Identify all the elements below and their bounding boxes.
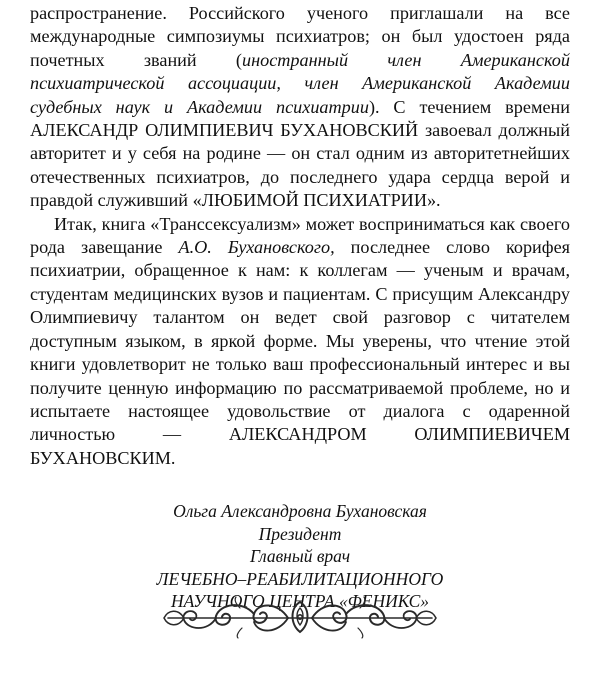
text-run: иностранный член Американской психиатрической ассоциации, член Американской Академии судебных наук и Академии психиатрии (30, 49, 570, 117)
text-run: Итак, книга «Транссексуализм» может восприниматься как своего рода завещание (30, 213, 570, 258)
signature-title-president: Президент (258, 523, 342, 544)
signature-name: Ольга Александровна Бухановская (173, 501, 427, 522)
text-run: распространение. Российского ученого приглашали на все международные симпозиумы психиатров; он был удостоен ряда почетных званий ( (30, 3, 570, 70)
text-run: ). С течением времени АЛЕКСАНДР ОЛИМПИЕВИЧ БУХАНОВСКИЙ завоевал должный авторитет и у себя на родине — он стал одним из авторитетнейших отечественных психиатров, до последнего удара сердца верой и правдой служивший «ЛЮБИМОЙ ПСИХИАТРИИ». (30, 96, 570, 211)
signature-organization-line-1: ЛЕЧЕБНО–РЕАБИЛИТАЦИОННОГО (156, 568, 444, 589)
text-run: А.О. Бухановского, (178, 237, 335, 258)
signature-organization-line-2: НАУЧНОГО ЦЕНТРА «ФЕНИКС» (171, 591, 429, 612)
page-content (30, 2, 570, 613)
text-run: последнее слово корифея психиатрии, обращенное к нам: к коллегам — ученым и врачам, студентам медицинских вузов и пациентам. С присущим Александру Олимпиевичу талантом он ведет свой разговор с читателем доступным языком, в яркой форме. Мы уверены, что чтение этой книги удовлетворит не только ваш профессиональный интерес и вы получите ценную информацию по рассматриваемой проблеме, но и испытаете настоящее удовольствие от диалога с одаренной личностью — АЛЕКСАНДРОМ ОЛИМПИЕВИЧЕМ БУХАНОВСКИМ. (30, 237, 571, 468)
paragraph-1 (30, 2, 570, 213)
scroll-flourish-ornament-icon (150, 594, 450, 640)
paragraph-2 (30, 213, 570, 470)
signature-title-chief-doctor: Главный врач (249, 546, 351, 567)
